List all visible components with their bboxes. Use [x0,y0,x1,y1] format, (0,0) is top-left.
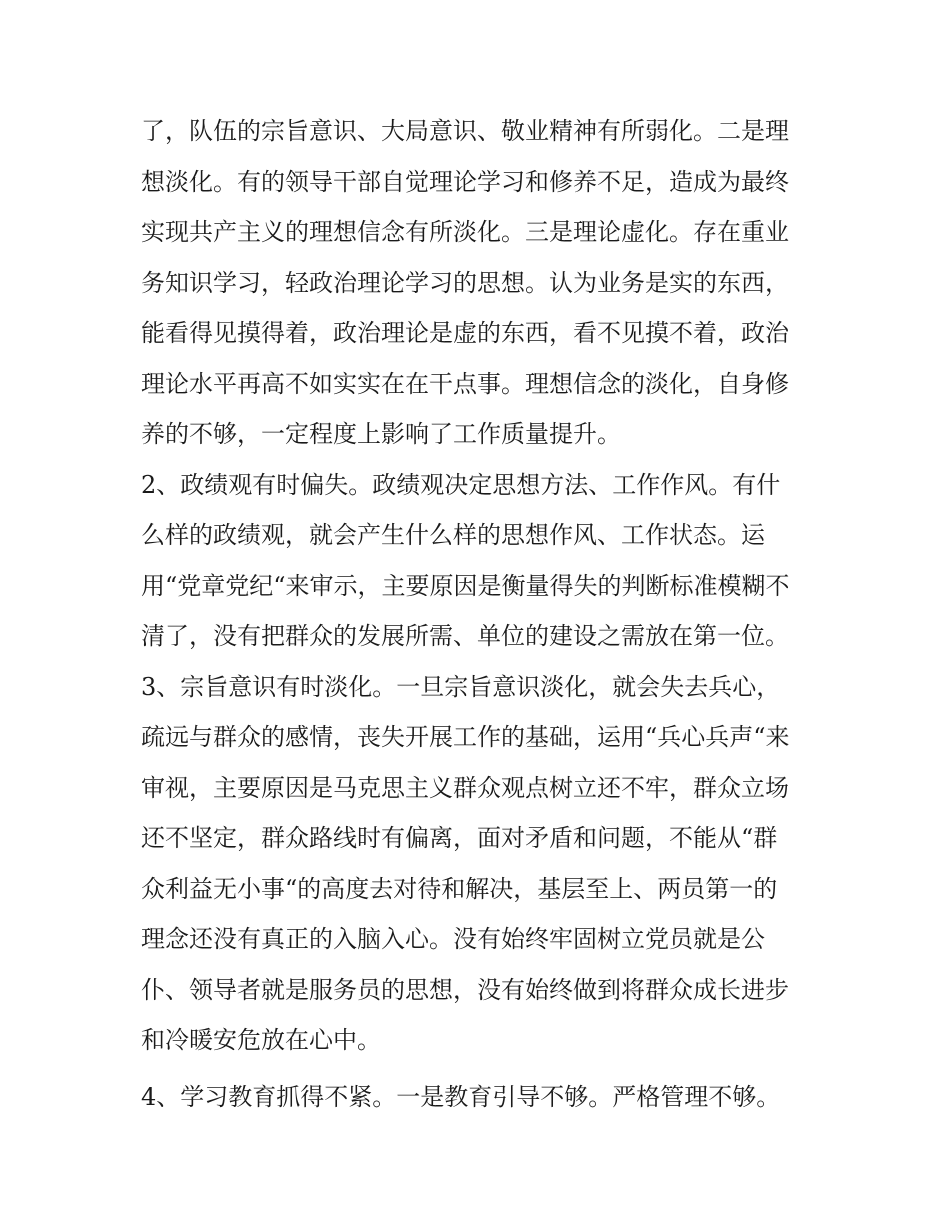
text-line: 能看得见摸得着，政治理论是虚的东西，看不见摸不着，政治 [141,319,789,347]
body-text [141,106,821,1122]
text-line: 养的不够，一定程度上影响了工作质量提升。 [141,420,621,448]
text-line: 和冷暖安危放在心中。 [141,1026,381,1054]
section-3-heading-line: 3、宗旨意识有时淡化。一旦宗旨意识淡化，就会失去兵心， [141,672,781,701]
text-line: 仆、领导者就是服务员的思想，没有始终做到将群众成长进步 [141,975,789,1004]
text-line: 审视，主要原因是马克思主义群众观点树立还不牢，群众立场 [141,773,789,802]
text-line: 众利益无小事“的高度去对待和解决，基层至上、两员第一的 [141,874,778,903]
text-line: 了，队伍的宗旨意识、大局意识、敬业精神有所弱化。二是理 [141,117,789,145]
text-line: 用“党章党纪“来审示，主要原因是衡量得失的判断标准模糊不 [141,571,790,600]
text-line: 清了，没有把群众的发展所需、单位的建设之需放在第一位。 [141,622,789,650]
text-line: 想淡化。有的领导干部自觉理论学习和修养不足，造成为最终 [141,167,789,196]
section-2-heading-line: 2、政绩观有时偏失。政绩观决定思想方法、工作作风。有什 [141,470,781,499]
text-line: 还不坚定，群众路线时有偏离，面对矛盾和问题，不能从“群 [141,824,778,852]
text-line: 疏远与群众的感情，丧失开展工作的基础，运用“兵心兵声“来 [141,723,790,751]
text-line: 务知识学习，轻政治理论学习的思想。认为业务是实的东西， [141,268,789,297]
text-line: 么样的政绩观，就会产生什么样的思想作风、工作状态。运 [141,521,765,549]
text-line: 实现共产主义的理想信念有所淡化。三是理论虚化。存在重业 [141,218,789,246]
section-4-heading-line: 4、学习教育抓得不紧。一是教育引导不够。严格管理不够。 [141,1082,781,1111]
text-line: 理论水平再高不如实实在在干点事。理想信念的淡化，自身修 [141,369,789,398]
text-line: 理念还没有真正的入脑入心。没有始终牢固树立党员就是公 [141,925,765,953]
